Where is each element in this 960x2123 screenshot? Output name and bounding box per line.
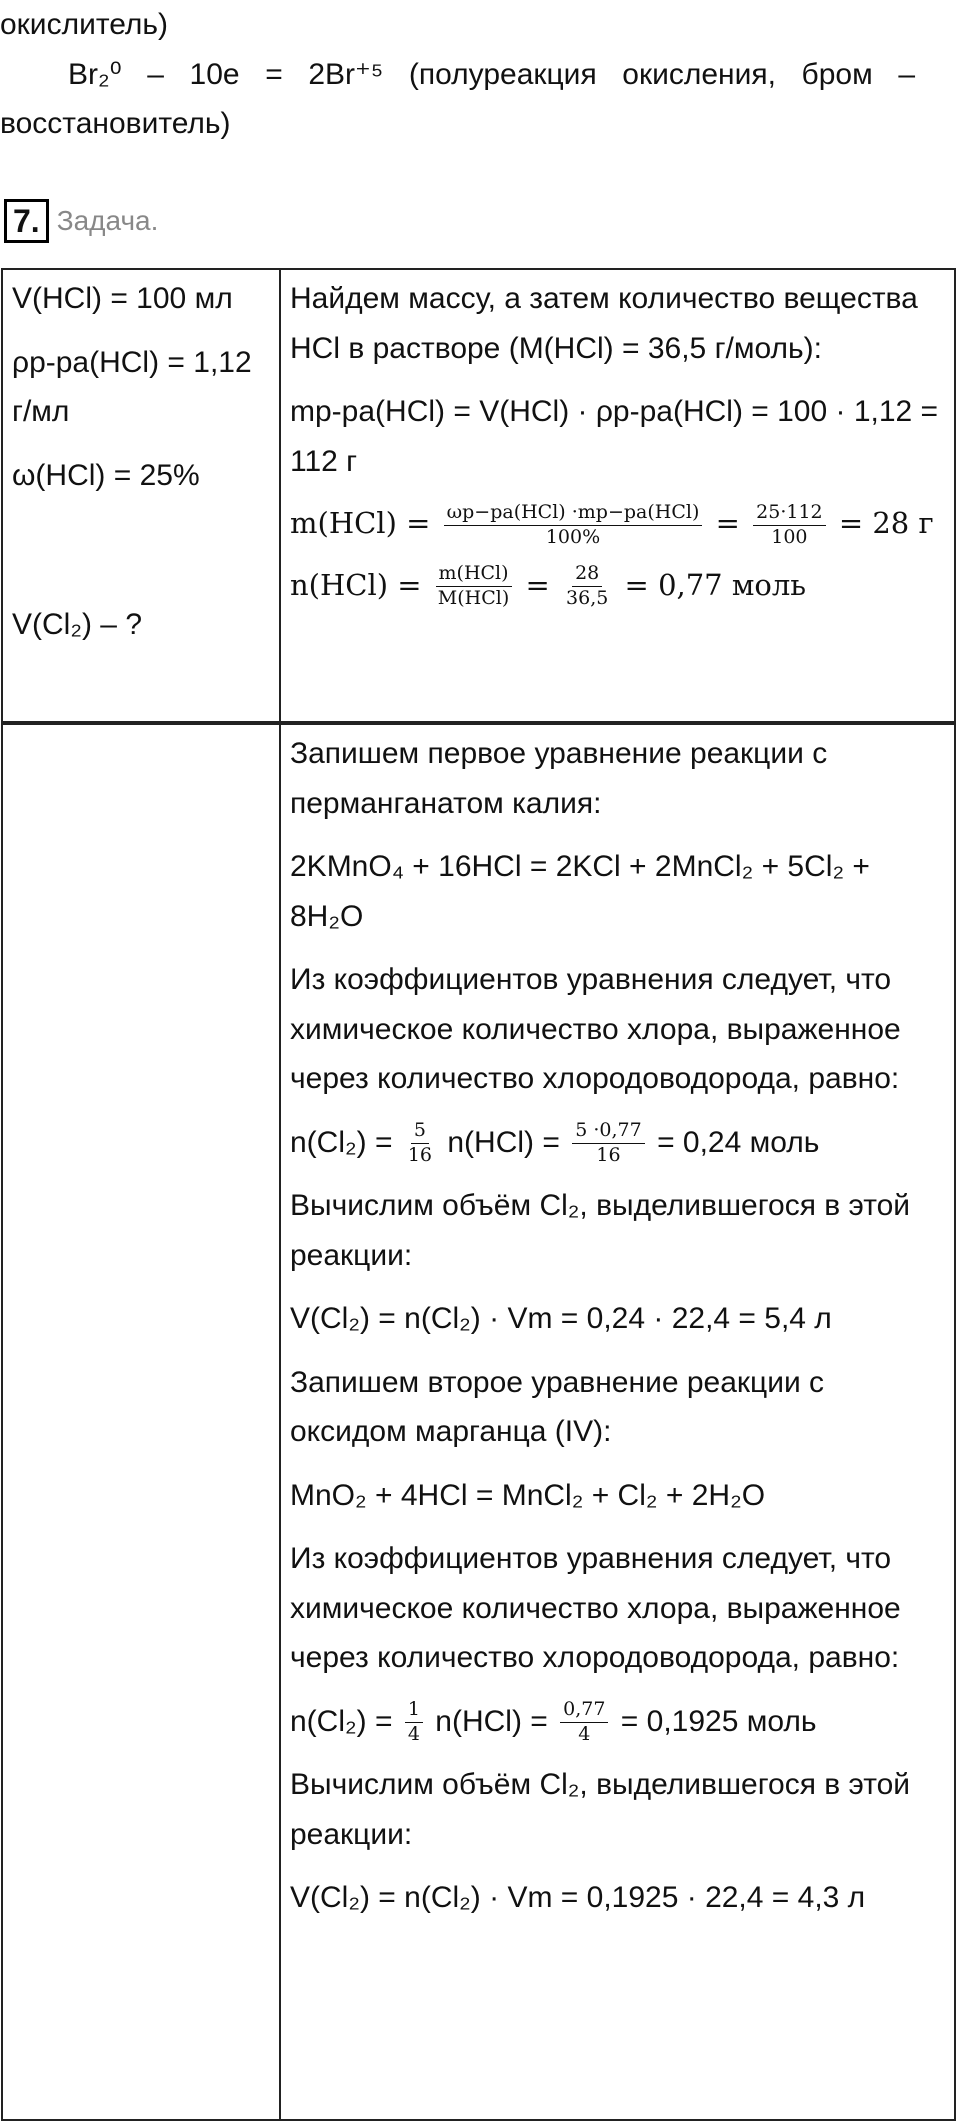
fraction-denominator: 4	[407, 1723, 420, 1746]
formula-result: = 0,1925 моль	[620, 1704, 817, 1738]
solution-cell-1	[280, 269, 955, 722]
formula-n-hcl: n(HCl) = $\frac{\text{m(HCl)}}{\text{M(HCl)}}$ = $\frac{28}{36,5}$ = 0,77 моль	[290, 562, 807, 610]
fraction-numerator: 5	[411, 1121, 429, 1144]
solution-mass: mр-ра(HCl) = V(HCl) · ρр-ра(HCl) = 100 · 1,12 = 112 г	[290, 395, 939, 478]
given-cell	[2, 269, 280, 722]
formula-m-hcl: m(HCl) = $\frac{\text{ωр−ра(HCl) ·mр−ра(HCl)}}{100\%}$ = $\frac{25\cdot 112}{100}$ = 28 г	[290, 500, 934, 548]
volume-formula-2: V(Cl₂) = n(Cl₂) · Vm = 0,1925 · 22,4 = 4,3 л	[290, 1881, 866, 1914]
fraction-numerator: 28	[572, 564, 602, 587]
fraction-numerator: 0,77	[560, 1700, 608, 1723]
solution-intro: Найдем массу, а затем количество вещества HCl в растворе (M(HCl) = 36,5 г/моль):	[290, 282, 918, 365]
fraction-m-hcl	[444, 500, 703, 548]
given-mass-fraction: ω(HCl) = 25%	[12, 458, 200, 492]
half-reaction-formula: Br₂⁰ – 10e = 2Br⁺⁵	[68, 57, 384, 91]
fraction-denominator: 36,5	[566, 587, 609, 610]
reaction-1-intro: Запишем первое уравнение реакции с перманганатом калия:	[290, 737, 828, 820]
given-volume: V(HCl) = 100 мл	[12, 282, 233, 315]
formula-lhs: n(Cl₂) =	[290, 1704, 393, 1738]
fraction-denominator: 16	[407, 1144, 433, 1167]
fraction-numerator: 5 ·0,77	[572, 1121, 644, 1144]
volume-formula-1: V(Cl₂) = n(Cl₂) · Vm = 0,24 · 22,4 = 5,4 л	[290, 1302, 832, 1335]
fraction-denominator: 100	[771, 525, 808, 548]
fraction-m-hcl-values	[753, 500, 825, 548]
fraction-n-hcl	[435, 564, 512, 609]
reaction-2-equation: MnO₂ + 4HCl = MnCl₂ + Cl₂ + 2H₂O	[290, 1478, 766, 1512]
empty-given-cell	[2, 724, 280, 2120]
formula-m-hcl-result: = 28 г	[838, 506, 934, 540]
formula-n-hcl-lhs: n(HCl) =	[290, 567, 422, 602]
fraction-denominator: 4	[578, 1723, 591, 1746]
fraction-coefficient	[405, 1121, 435, 1166]
fraction-coefficient	[405, 1700, 423, 1745]
formula-m-hcl-lhs: m(HCl) =	[290, 506, 431, 540]
fraction-numerator: ωр−ра(HCl) ·mр−ра(HCl)	[444, 503, 703, 526]
volume-calc-intro-1: Вычислим объём Cl₂, выделившегося в этой реакции:	[290, 1189, 911, 1272]
reaction-2-intro: Запишем второе уравнение реакции с оксидом марганца (IV):	[290, 1365, 825, 1448]
fraction-values	[572, 1121, 644, 1166]
task-table-2	[1, 723, 956, 2121]
formula-n-hcl-result: = 0,77 моль	[624, 567, 807, 602]
reaction-1-equation: 2KMnO₄ + 16HCl = 2KCl + 2MnCl₂ + 5Cl₂ + 8H₂O	[290, 850, 870, 933]
intro-line-1: окислитель)	[0, 8, 169, 41]
half-reaction-note: (полуреакция окисления, бром –	[408, 57, 915, 91]
task-table-1	[1, 268, 956, 723]
intro-text	[0, 0, 915, 149]
task-number: 7.	[4, 199, 49, 243]
find-volume: V(Cl₂) – ?	[12, 608, 143, 641]
formula-lhs: n(Cl₂) =	[290, 1125, 393, 1159]
task-title: Задача.	[56, 205, 159, 236]
intro-line-2	[0, 50, 915, 100]
fraction-numerator: m(HCl)	[436, 564, 512, 587]
coefficients-note-2: Из коэффициентов уравнения следует, что химическое количество хлора, выраженное через количество хлородоводорода, равно:	[290, 1542, 901, 1674]
formula-middle: n(HCl) =	[447, 1125, 560, 1159]
given-density: ρр-ра(HCl) = 1,12 г/мл	[12, 345, 252, 428]
intro-line-3: восстановитель)	[0, 107, 231, 140]
task-header	[4, 198, 158, 244]
fraction-denominator: 100%	[545, 525, 601, 548]
coefficients-note-1: Из коэффициентов уравнения следует, что химическое количество хлора, выраженное через количество хлородоводорода, равно:	[290, 963, 901, 1095]
volume-calc-intro-2: Вычислим объём Cl₂, выделившегося в этой реакции:	[290, 1768, 911, 1851]
fraction-numerator: 25·112	[753, 503, 825, 526]
fraction-denominator: 16	[596, 1144, 621, 1167]
solution-cell-2	[280, 724, 955, 2120]
formula-result: = 0,24 моль	[657, 1125, 820, 1159]
formula-n-cl2-2	[290, 1697, 945, 1747]
formula-middle: n(HCl) =	[435, 1704, 548, 1738]
fraction-values	[560, 1700, 608, 1745]
fraction-n-hcl-values	[563, 564, 611, 609]
fraction-numerator: 1	[405, 1700, 423, 1723]
formula-n-cl2-1	[290, 1118, 945, 1168]
fraction-denominator: M(HCl)	[437, 587, 510, 610]
